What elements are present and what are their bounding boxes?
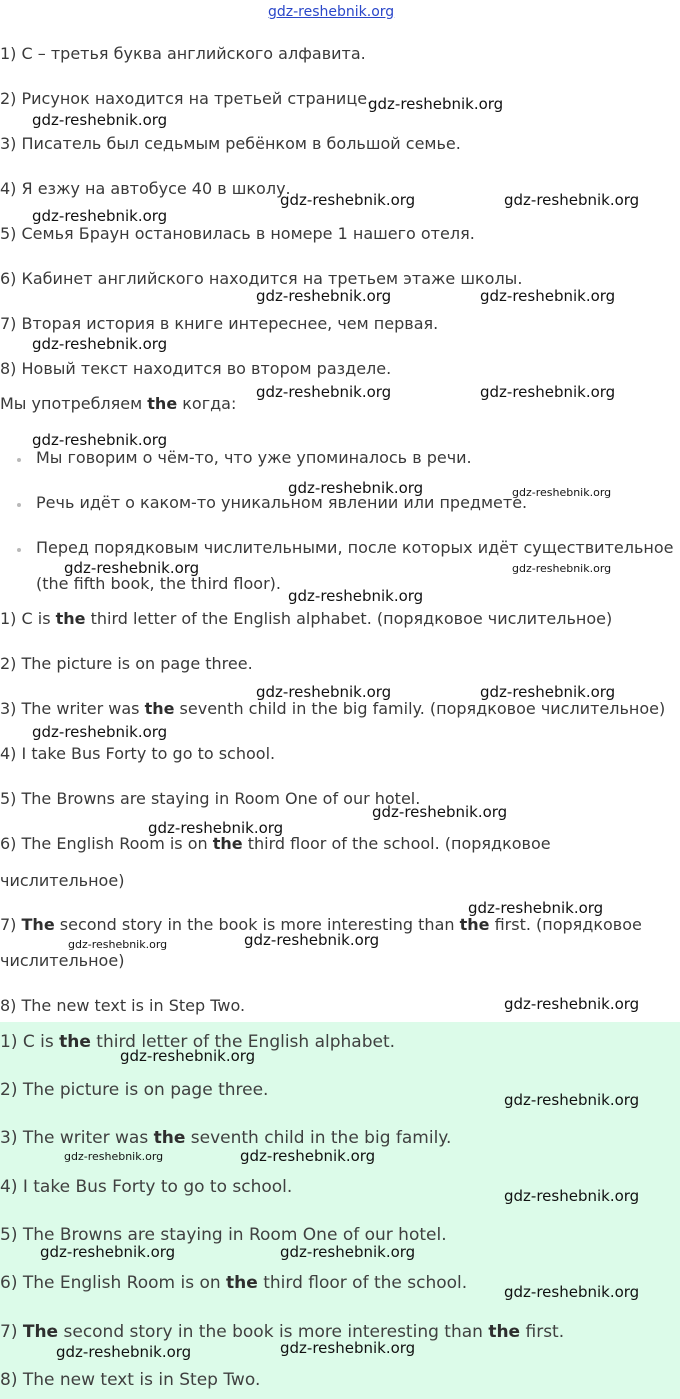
translation-line-5: 5) Семья Браун остановилась в номере 1 нашего отеля.: [0, 224, 475, 243]
watermark: gdz-reshebnik.org: [240, 1147, 376, 1165]
watermark: gdz-reshebnik.org: [512, 486, 612, 499]
explained-line-6-cont: числительное): [0, 871, 125, 890]
watermark: gdz-reshebnik.org: [32, 207, 168, 225]
bullet-dot: [17, 458, 21, 462]
watermark: gdz-reshebnik.org: [68, 938, 168, 951]
watermark: gdz-reshebnik.org: [280, 1243, 416, 1261]
explained-line-3: 3) The writer was the seventh child in the big family. (порядковое числительное): [0, 699, 666, 718]
rule-bullet-3-cont: (the fifth book, the third floor).: [36, 574, 281, 593]
explained-line-4: 4) I take Bus Forty to go to school.: [0, 744, 276, 763]
watermark: gdz-reshebnik.org: [244, 931, 380, 949]
watermark: gdz-reshebnik.org: [32, 431, 168, 449]
watermark: gdz-reshebnik.org: [256, 287, 392, 305]
explained-line-6: 6) The English Room is on the third floor of the school. (порядковое: [0, 834, 551, 853]
explained-line-8: 8) The new text is in Step Two.: [0, 996, 246, 1015]
site-link[interactable]: gdz-reshebnik.org: [268, 4, 395, 20]
translation-line-3: 3) Писатель был седьмым ребёнком в большой семье.: [0, 134, 461, 153]
watermark: gdz-reshebnik.org: [512, 562, 612, 575]
watermark: gdz-reshebnik.org: [504, 995, 640, 1013]
answer-line-7: 7) The second story in the book is more interesting than the first.: [0, 1322, 565, 1342]
translation-line-7: 7) Вторая история в книге интереснее, чем первая.: [0, 314, 439, 333]
watermark: gdz-reshebnik.org: [256, 683, 392, 701]
watermark: gdz-reshebnik.org: [256, 383, 392, 401]
answer-line-6: 6) The English Room is on the third floor of the school.: [0, 1273, 468, 1293]
watermark: gdz-reshebnik.org: [480, 683, 616, 701]
rule-intro: Мы употребляем the когда:: [0, 394, 237, 413]
rule-bullet-1: Мы говорим о чём-то, что уже упоминалось в речи.: [36, 448, 472, 467]
answer-line-4: 4) I take Bus Forty to go to school.: [0, 1177, 293, 1197]
bullet-dot: [17, 548, 21, 552]
translation-line-6: 6) Кабинет английского находится на третьем этаже школы.: [0, 269, 523, 288]
explained-line-7: 7) The second story in the book is more interesting than the first. (порядковое: [0, 915, 642, 934]
watermark: gdz-reshebnik.org: [40, 1243, 176, 1261]
watermark: gdz-reshebnik.org: [148, 819, 284, 837]
explained-line-5: 5) The Browns are staying in Room One of our hotel.: [0, 789, 421, 808]
bullet-dot: [17, 503, 21, 507]
watermark: gdz-reshebnik.org: [368, 95, 504, 113]
answer-line-3: 3) The writer was the seventh child in the big family.: [0, 1128, 452, 1148]
translation-line-8: 8) Новый текст находится во втором разделе.: [0, 359, 392, 378]
rule-bullet-3: Перед порядковым числительными, после которых идёт существительное: [36, 538, 674, 557]
answer-line-1: 1) C is the third letter of the English alphabet.: [0, 1032, 396, 1052]
explained-line-2: 2) The picture is on page three.: [0, 654, 253, 673]
translation-line-1: 1) С – третья буква английского алфавита.: [0, 44, 366, 63]
watermark: gdz-reshebnik.org: [504, 1283, 640, 1301]
watermark: gdz-reshebnik.org: [32, 723, 168, 741]
watermark: gdz-reshebnik.org: [504, 191, 640, 209]
watermark: gdz-reshebnik.org: [56, 1343, 192, 1361]
watermark: gdz-reshebnik.org: [280, 1339, 416, 1357]
translation-line-2: 2) Рисунок находится на третьей странице.: [0, 89, 373, 108]
watermark: gdz-reshebnik.org: [32, 111, 168, 129]
watermark: gdz-reshebnik.org: [288, 587, 424, 605]
watermark: gdz-reshebnik.org: [504, 1091, 640, 1109]
watermark: gdz-reshebnik.org: [288, 479, 424, 497]
watermark: gdz-reshebnik.org: [480, 287, 616, 305]
watermark: gdz-reshebnik.org: [372, 803, 508, 821]
watermark: gdz-reshebnik.org: [64, 1150, 164, 1163]
watermark: gdz-reshebnik.org: [120, 1047, 256, 1065]
watermark: gdz-reshebnik.org: [468, 899, 604, 917]
explained-line-7-cont: числительное): [0, 951, 125, 970]
watermark: gdz-reshebnik.org: [64, 559, 200, 577]
watermark: gdz-reshebnik.org: [480, 383, 616, 401]
answer-line-2: 2) The picture is on page three.: [0, 1080, 269, 1100]
watermark: gdz-reshebnik.org: [32, 335, 168, 353]
answer-line-8: 8) The new text is in Step Two.: [0, 1370, 261, 1390]
translation-line-4: 4) Я езжу на автобусе 40 в школу.: [0, 179, 291, 198]
answer-line-5: 5) The Browns are staying in Room One of our hotel.: [0, 1225, 447, 1245]
watermark: gdz-reshebnik.org: [504, 1187, 640, 1205]
rule-bullet-2: Речь идёт о каком-то уникальном явлении или предмете.: [36, 493, 528, 512]
explained-line-1: 1) C is the third letter of the English alphabet. (порядковое числительное): [0, 609, 613, 628]
watermark: gdz-reshebnik.org: [280, 191, 416, 209]
